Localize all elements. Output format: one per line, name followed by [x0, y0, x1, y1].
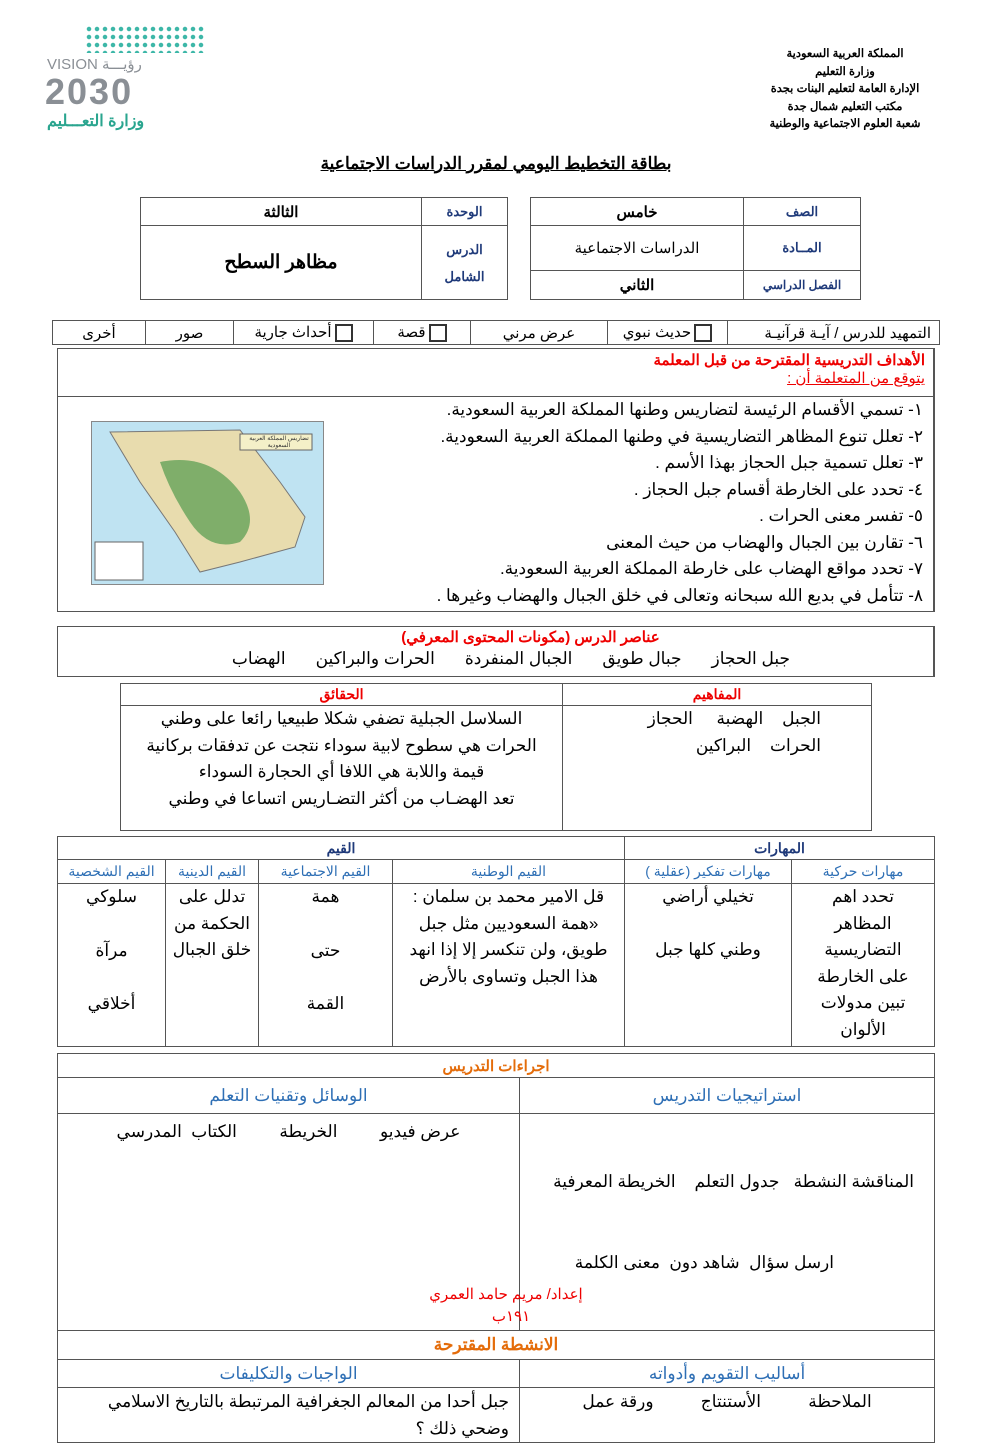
map-title: تضاريس المملكة العربية السعودية — [249, 436, 309, 449]
unit-value: الثالثة — [141, 198, 422, 226]
assessment-label: أساليب التقويم وأدواته — [520, 1360, 935, 1388]
intro-story[interactable] — [374, 321, 471, 345]
element-item: جبال طويق — [602, 649, 682, 668]
intro-events-label: أحداث جارية — [254, 323, 332, 341]
term-value: الثاني — [531, 271, 744, 300]
tools-content: عرض فيديو الخريطة الكتاب المدرسي — [58, 1114, 520, 1331]
goal-item: ٤- تحدد على الخارطة أقسام جبل الحجاز . — [633, 479, 923, 499]
personal-value: أخلاقي — [87, 994, 136, 1013]
goal-item: ١- تسمي الأقسام الرئيسة لتضاريس وطنها المملكة العربية السعودية. — [446, 400, 923, 419]
subject-label: المــادة — [744, 226, 861, 271]
logo-year: 2030 — [45, 71, 134, 112]
intro-other: أخرى — [53, 321, 146, 345]
element-item: الحرات والبراكين — [315, 649, 435, 668]
national-values-label: القيم الوطنية — [393, 860, 625, 884]
religious-values-label: القيم الدينية — [166, 860, 259, 884]
activities-title: الانشطة المقترحة — [58, 1331, 935, 1360]
personal-values-label: القيم الشخصية — [58, 860, 166, 884]
social-value: القمة — [306, 994, 345, 1013]
subject-value: الدراسات الاجتماعية — [531, 226, 744, 271]
intro-images: صور — [146, 321, 234, 345]
skills-title: المهارات — [625, 837, 935, 860]
thinking-skill: وطني كلها جبل — [655, 939, 761, 959]
goals-subtitle: يتوقع من المتعلمة أن : — [787, 370, 925, 387]
element-item: الجبال المنفردة — [464, 649, 573, 668]
goal-item: ٧- تحدد مواقع الهضاب على خارطة المملكة العربية السعودية. — [499, 559, 923, 578]
strategy-line: المناقشة النشطة جدول التعلم الخريطة المعرفية — [553, 1172, 914, 1191]
story-checkbox[interactable] — [429, 324, 447, 342]
national-values: قل الامير محمد بن سلمان : «همة السعوديين مثل جبل طويق، ولن تنكسر إلا إذا انهد هذا الجبل وتساوى بالأرض — [393, 884, 625, 1047]
procedures-title: اجراءات التدريس — [58, 1054, 935, 1078]
document-code: ١٩١ب — [491, 1308, 531, 1325]
grade-label: الصف — [744, 198, 861, 226]
personal-value: مرآة — [95, 940, 128, 960]
element-item: الهضاب — [231, 649, 286, 668]
assessment-content: الملاحظة الأستنتاج ورقة عمل — [520, 1388, 935, 1443]
homework-label: الواجبات والتكليفات — [58, 1360, 520, 1388]
institution-header — [750, 46, 940, 134]
goal-item: ٨- تتأمل في بديع الله سبحانه وتعالى في خلق الجبال والهضاب وغيرها . — [436, 585, 923, 605]
lesson-label: الدرس الشامل — [422, 226, 508, 300]
fact-line: تعد الهضـاب من أكثر التضـاريس اتساعا في وطني — [168, 788, 515, 808]
intro-current-events[interactable] — [234, 321, 374, 345]
homework-content: جبل أحدا من المعالم الجغرافية المرتبطة بالتاريخ الاسلامي وضحي ذلك ؟ — [58, 1388, 520, 1443]
logo-dots — [85, 25, 205, 53]
ministry-logo — [45, 25, 210, 135]
concepts-line: الحرات البراكين — [695, 735, 821, 755]
strategies-label: استراتيجيات التدريس — [520, 1078, 935, 1114]
fact-line: قيمة واللابة هي اللافا أي الحجارة السوداء — [198, 762, 485, 781]
values-title: القيم — [58, 837, 625, 860]
header-line: مكتب التعليم شمال جدة — [787, 100, 903, 113]
logo-vision-text: VISION رؤيـــة — [47, 56, 142, 73]
procedures-table — [57, 1053, 935, 1443]
page-title: بطاقة التخطيط اليومي لمقرر الدراسات الاجتماعية — [320, 154, 672, 173]
thinking-skills-label: مهارات تفكير (عقلية ) — [625, 860, 792, 884]
motor-skills: تحدد اهم المظاهر التضاريسية على الخارطة تبين مدولات الألوان — [792, 884, 935, 1047]
goal-item: ٣- تعلل تسمية جبل الحجاز بهذا الأسم . — [655, 453, 923, 472]
grade-value: خامس — [531, 198, 744, 226]
intro-flexible-display: عرض مرني — [471, 321, 608, 345]
prepared-by: إعداد/ مريم حامد العمري — [429, 1286, 583, 1303]
religious-values: تدلل على الحكمة من خلق الجبال — [166, 884, 259, 1047]
intro-quran: التمهيد للدرس / آيـة قرآنيـة — [728, 321, 940, 345]
strategy-line: ارسل سؤال شاهد دون معنى الكلمة — [574, 1253, 834, 1272]
class-info-table — [530, 197, 861, 300]
goal-item: ٢- تعلل تنوع المظاهر التضاريسية في وطنها المملكة العربية السعودية. — [440, 426, 923, 446]
events-checkbox[interactable] — [335, 324, 353, 342]
goals-title: الأهداف التدريسية المقترحة من قبل المعلمة — [653, 352, 925, 369]
concepts-line: الجبل الهضبة الحجاز — [647, 709, 821, 728]
lesson-info-table — [140, 197, 508, 300]
unit-label: الوحدة — [422, 198, 508, 226]
lesson-elements — [57, 626, 935, 677]
thinking-skill: تخيلي أراضي — [662, 887, 754, 906]
lesson-value: مظاهر السطح — [141, 226, 422, 300]
saudi-map-image — [91, 421, 324, 585]
personal-value: سلوكي — [86, 887, 137, 906]
social-values-label: القيم الاجتماعية — [259, 860, 393, 884]
social-value: حتى — [310, 940, 341, 960]
elements-title: عناصر الدرس (مكونات المحتوى المعرفي) — [401, 629, 660, 646]
intro-hadith-label: حديث نبوي — [622, 323, 692, 341]
header-line: شعبة العلوم الاجتماعية والوطنية — [769, 118, 921, 130]
goal-item: ٥- تفسر معنى الحرات . — [759, 506, 923, 525]
element-item: جبل الحجاز — [711, 649, 790, 668]
concepts-title: المفاهيم — [563, 684, 872, 706]
intro-story-label: قصة — [397, 323, 426, 341]
goal-item: ٦- تقارن بين الجبال والهضاب من حيث المعنى — [606, 532, 923, 552]
concepts-facts-table — [120, 683, 872, 831]
term-label: الفصل الدراسي — [744, 271, 861, 300]
goals-section — [57, 348, 935, 612]
logo-ministry: وزارة التعـــليم — [47, 113, 145, 130]
skills-values-table — [57, 836, 935, 1047]
intro-options — [52, 320, 940, 345]
facts-title: الحقائق — [121, 684, 563, 706]
social-value: همة — [311, 887, 340, 906]
header-line: المملكة العربية السعودية — [786, 48, 904, 60]
fact-line: الحرات هي سطوح لابية سوداء نتجت عن تدفقات بركانية — [146, 735, 537, 755]
intro-hadith[interactable] — [608, 321, 728, 345]
hadith-checkbox[interactable] — [694, 324, 712, 342]
header-line: الإدارة العامة لتعليم البنات بجدة — [770, 83, 920, 95]
tools-label: الوسائل وتقنيات التعلم — [58, 1078, 520, 1114]
motor-skills-label: مهارات حركية — [792, 860, 935, 884]
header-line: وزارة التعليم — [815, 65, 875, 78]
fact-line: السلاسل الجبلية تضفي شكلا طبيعيا رائعا على وطني — [160, 709, 523, 728]
